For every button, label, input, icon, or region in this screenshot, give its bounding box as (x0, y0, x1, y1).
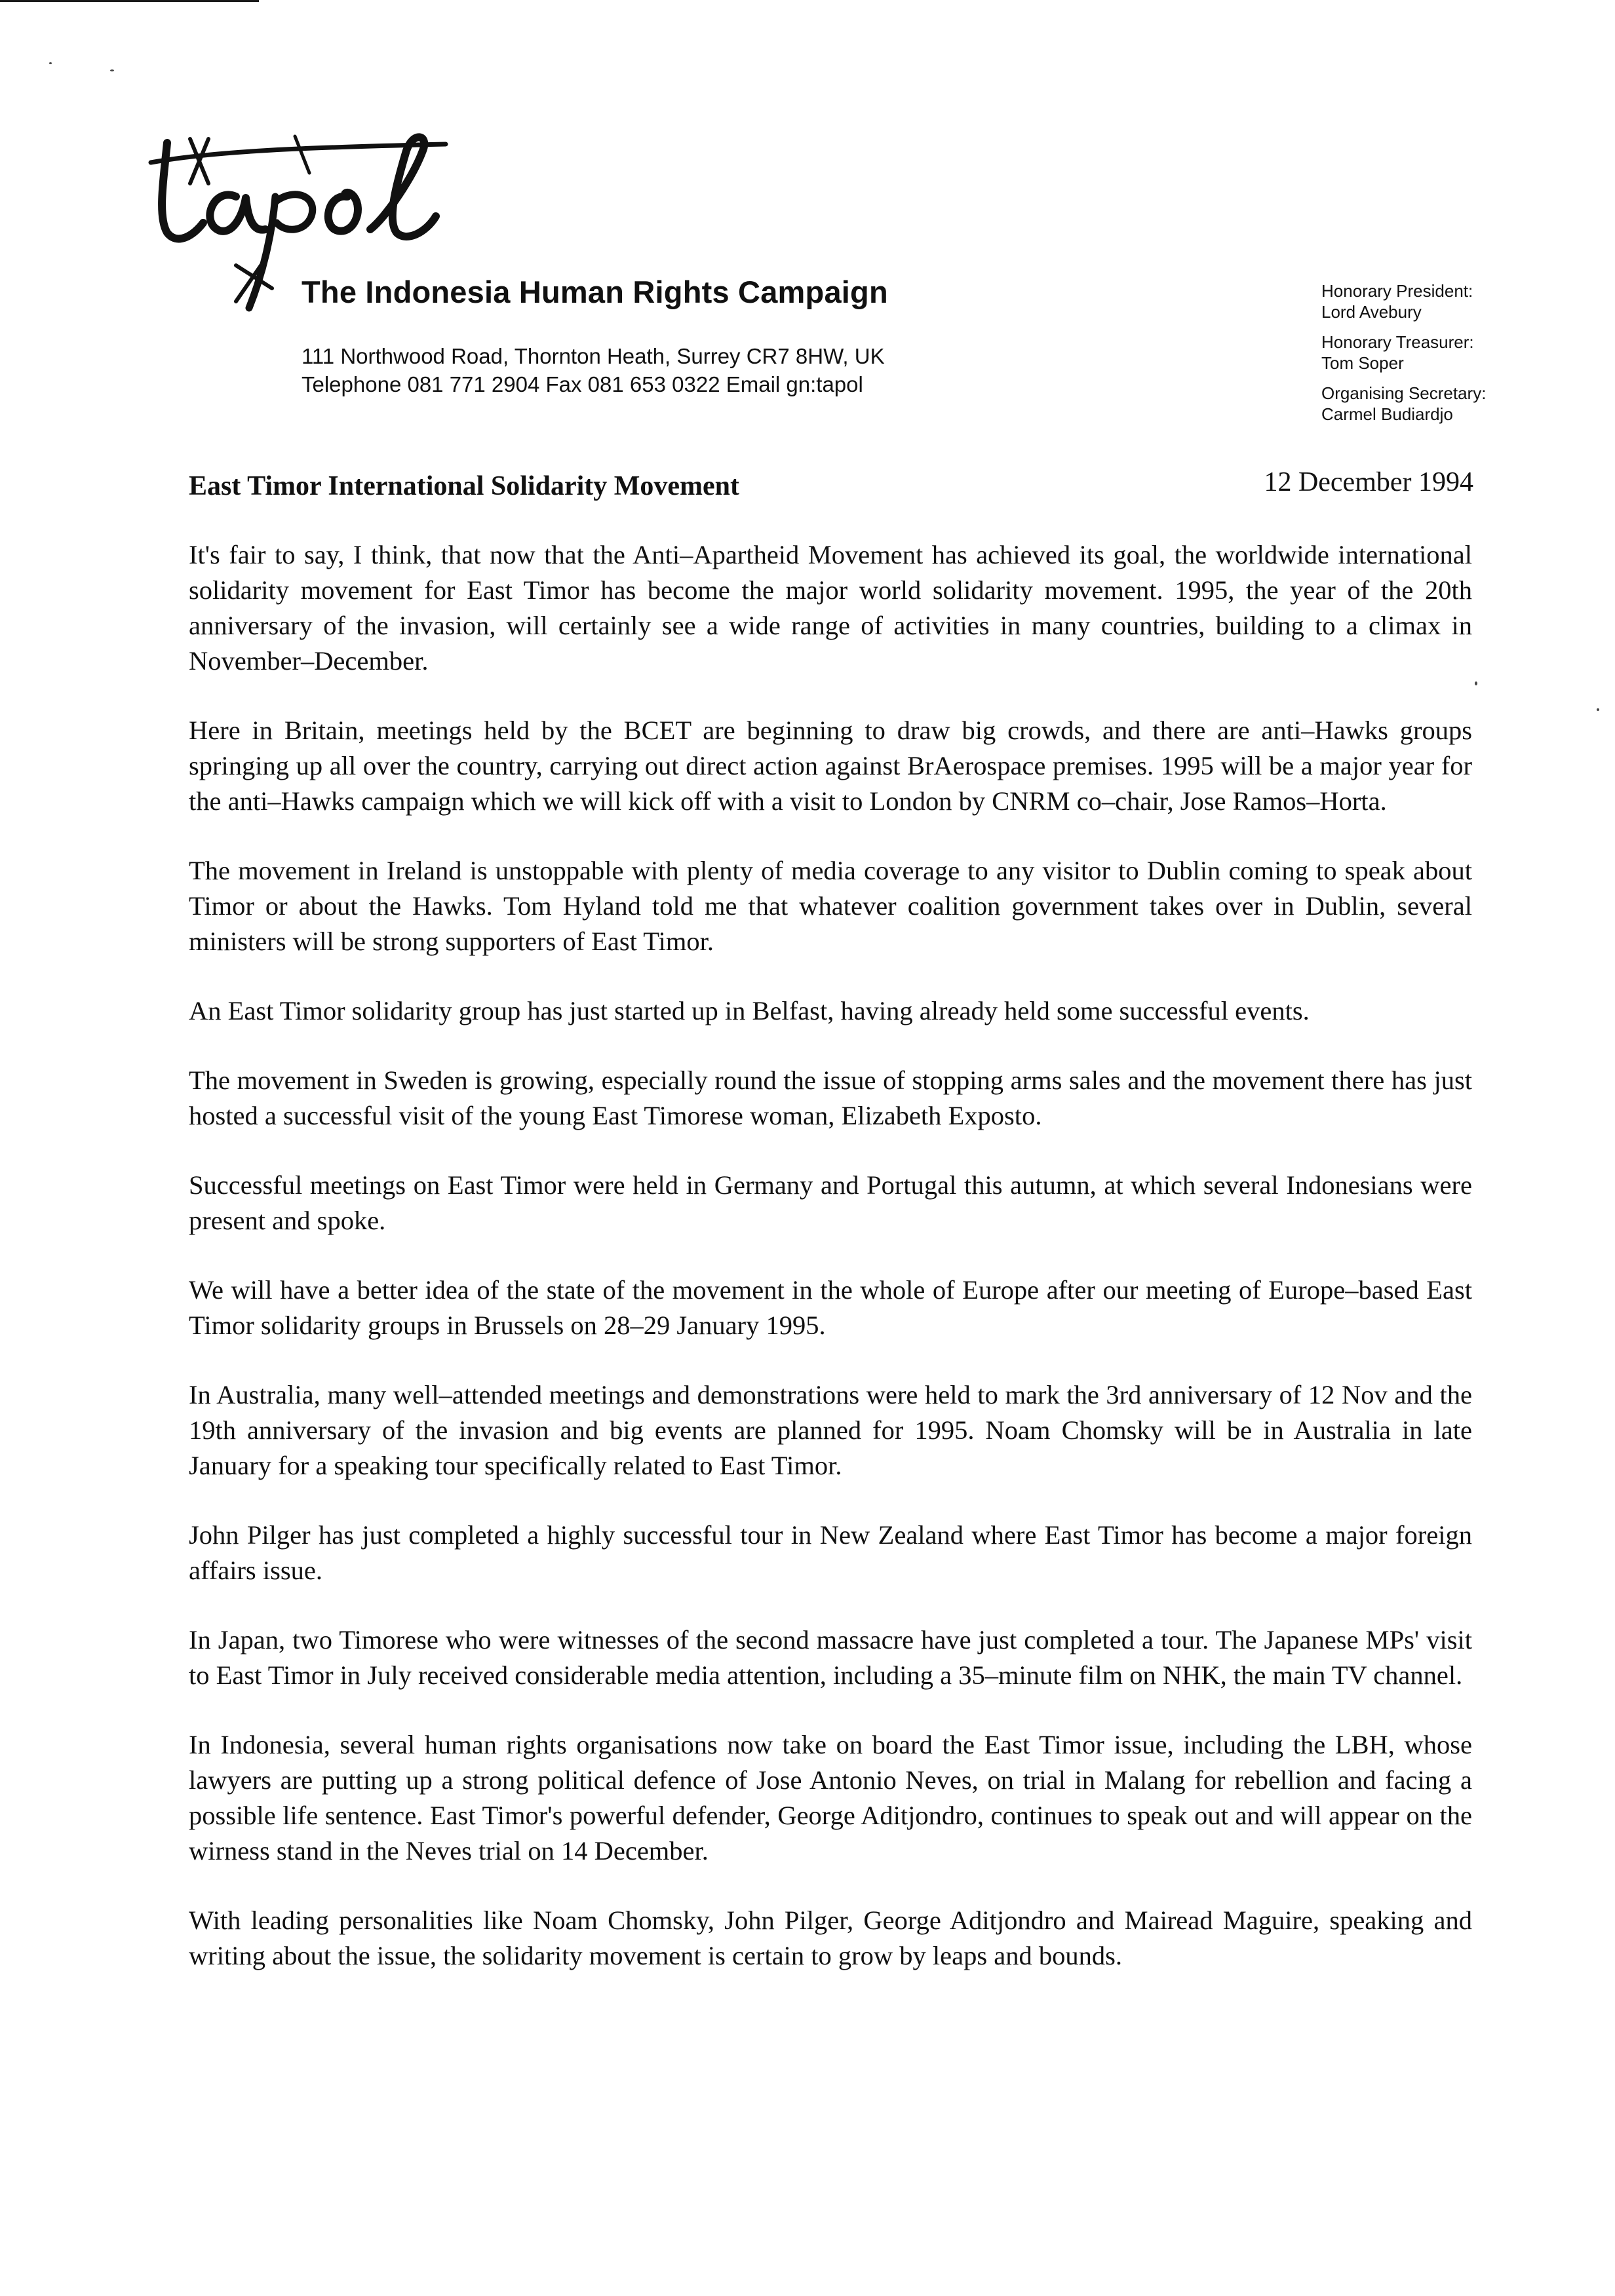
officer-honorary-president (1321, 280, 1486, 322)
paragraph: The movement in Sweden is growing, especially round the issue of stopping arms sales and the movement there has just hosted a successful visit of the young East Timorese woman, Elizabeth Exposto. (189, 1065, 1472, 1130)
paragraph: Here in Britain, meetings held by the BCET are beginning to draw big crowds, and there are anti–Hawks groups springing up all over the country, carrying out direct action against BrAerospace premises. 1995 will be a major year for the anti–Hawks campaign which we will kick off with a visit to London by CNRM co–chair, Jose Ramos–Horta. (189, 716, 1472, 816)
officer-role: Organising Secretary: (1321, 383, 1487, 403)
scan-speck (1475, 681, 1477, 685)
paragraph: With leading personalities like Noam Chomsky, John Pilger, George Aditjondro and Mairead Maguire, speaking and writing about the issue, the solidarity movement is certain to grow by leaps and bounds. (189, 1905, 1472, 1970)
officer-name: Carmel Budiardjo (1321, 404, 1453, 424)
officer-role: Honorary Treasurer: (1321, 332, 1474, 352)
letter-body (189, 537, 1472, 2008)
scan-speck (1597, 708, 1599, 711)
officer-organising-secretary (1321, 383, 1486, 425)
officer-role: Honorary President: (1321, 281, 1473, 301)
document-title: East Timor International Solidarity Movement (189, 471, 739, 501)
paragraph: We will have a better idea of the state of the movement in the whole of Europe after our meeting of Europe–based East Timor solidarity groups in Brussels on 28–29 January 1995. (189, 1275, 1472, 1340)
paragraph: Successful meetings on East Timor were held in Germany and Portugal this autumn, at which several Indonesians were present and spoke. (189, 1170, 1472, 1235)
scan-speck (49, 62, 52, 64)
paragraph: In Japan, two Timorese who were witnesses of the second massacre have just completed a tour. The Japanese MPs' visit to East Timor in July received considerable media attention, including a 35–minute film on NHK, the main TV channel. (189, 1625, 1472, 1690)
paragraph: An East Timor solidarity group has just started up in Belfast, having already held some successful events. (189, 996, 1310, 1025)
contact-details: Telephone 081 771 2904 Fax 081 653 0322 Email gn:tapol (302, 372, 863, 396)
paragraph: It's fair to say, I think, that now that the Anti–Apartheid Movement has achieved its goal, the worldwide international solidarity movement for East Timor has become the major world solidarity movement. 1995, the year of the 20th anniversary of the invasion, will certainly see a wide range of activities in many countries, building to a climax in November–December. (189, 540, 1472, 676)
paragraph: John Pilger has just completed a highly successful tour in New Zealand where East Timor has become a major foreign affairs issue. (189, 1520, 1472, 1585)
document-date: 12 December 1994 (1264, 467, 1473, 497)
paragraph: In Australia, many well–attended meetings and demonstrations were held to mark the 3rd anniversary of 12 Nov and the 19th anniversary of the invasion and big events are planned for 1995. Noam Chomsky will be in Australia in late January for a speaking tour specifically related to East Timor. (189, 1380, 1472, 1480)
paragraph: In Indonesia, several human rights organisations now take on board the East Timor issue, including the LBH, whose lawyers are putting up a strong political defence of Jose Antonio Neves, on trial in Malang for rebellion and facing a possible life sentence. East Timor's powerful defender, George Aditjondro, continues to speak out and will appear on the wirness stand in the Neves trial on 14 December. (189, 1730, 1472, 1866)
scan-speck (110, 69, 114, 71)
organisation-name: The Indonesia Human Rights Campaign (302, 275, 888, 309)
scan-edge-line (0, 0, 259, 2)
postal-address: 111 Northwood Road, Thornton Heath, Surrey CR7 8HW, UK (302, 344, 885, 368)
paragraph: The movement in Ireland is unstoppable with plenty of media coverage to any visitor to Dublin coming to speak about Timor or about the Hawks. Tom Hyland told me that whatever coalition government takes over in Dublin, several ministers will be strong supporters of East Timor. (189, 856, 1472, 956)
officer-name: Tom Soper (1321, 353, 1404, 373)
officer-name: Lord Avebury (1321, 302, 1422, 322)
officer-honorary-treasurer (1321, 332, 1486, 373)
letterhead-address-block (302, 342, 885, 398)
officers-list (1321, 280, 1486, 434)
